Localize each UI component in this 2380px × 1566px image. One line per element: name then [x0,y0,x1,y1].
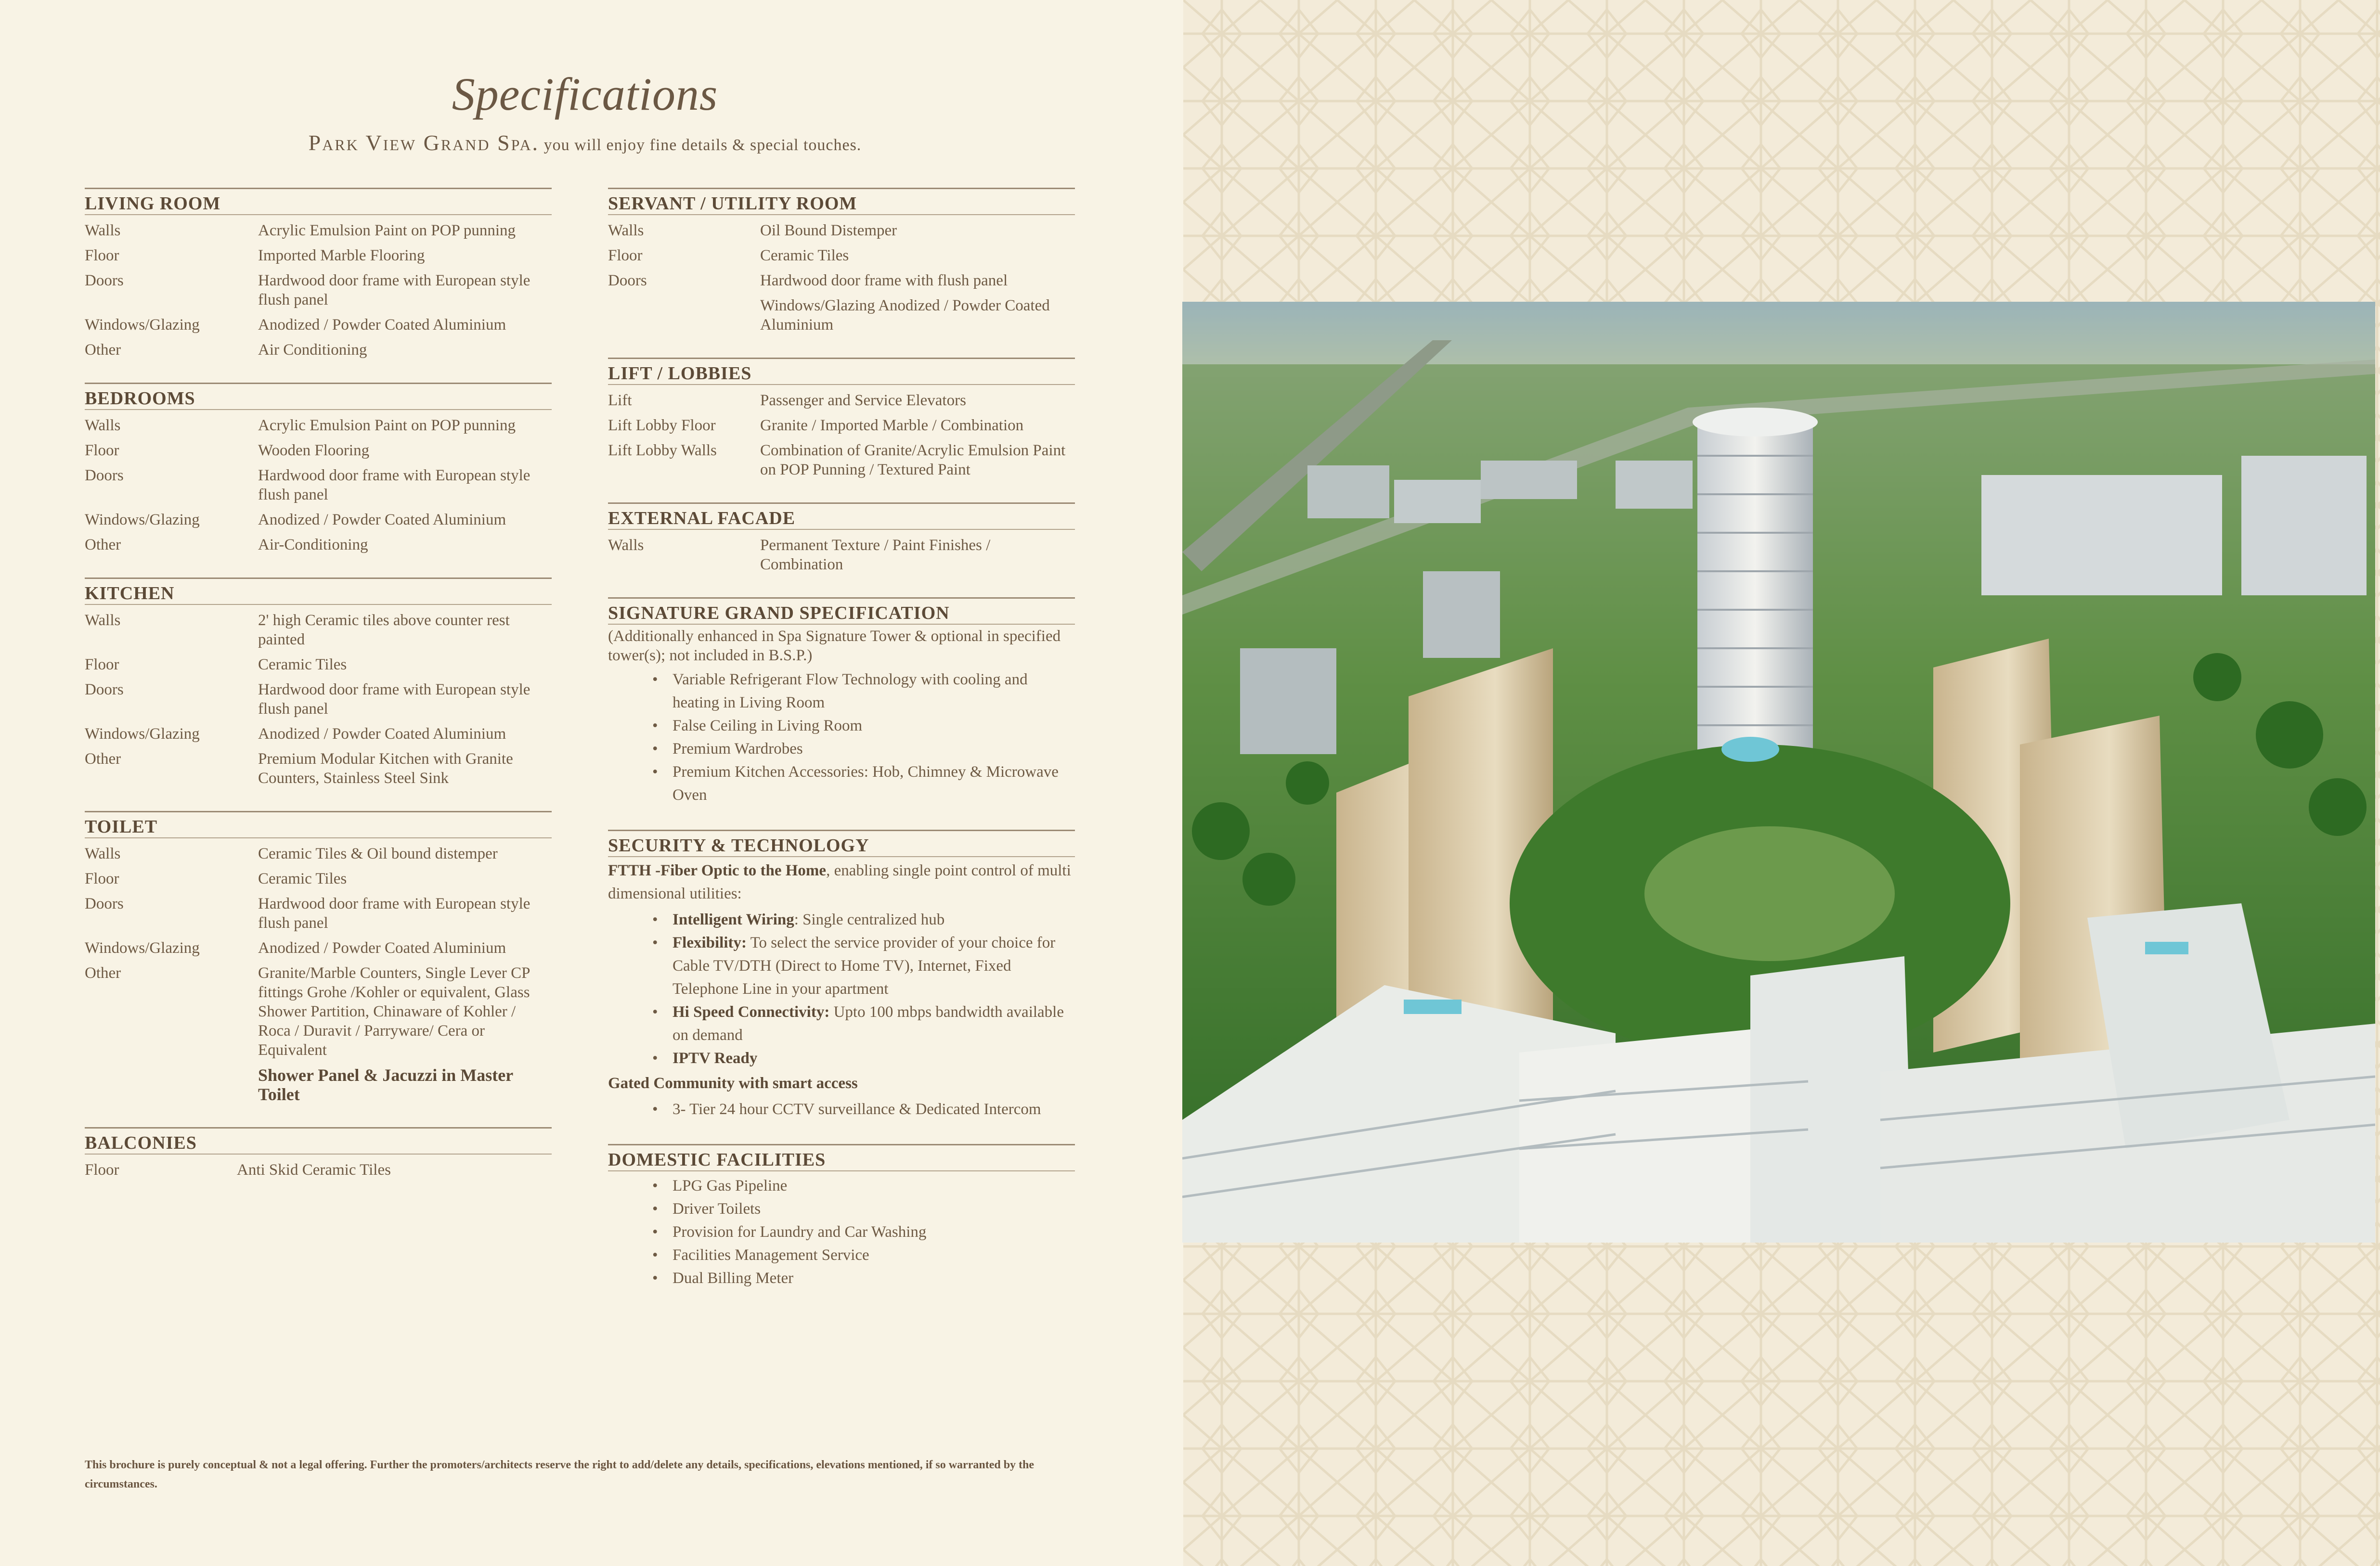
list-item: • Intelligent Wiring: Single centralized hub [673,908,1075,931]
list-item: • Dual Billing Meter [673,1267,1075,1290]
bedrooms-section [85,383,552,554]
spec-row: Floor Wooden Flooring [85,442,370,459]
spec-row: Doors Hardwood door frame with European style flush panel [85,895,530,932]
lift-section [608,358,1075,479]
spec-column-right [608,188,1075,1313]
living-room-section [85,188,552,359]
spec-row: Windows/Glazing Anodized / Powder Coated Aluminium [760,297,1050,334]
spec-row: Windows/Glazing Anodized / Powder Coated Aluminium [85,939,506,957]
facade-section [608,502,1075,574]
domestic-list [608,1174,1075,1290]
spec-row: Walls Acrylic Emulsion Paint on POP punning [85,417,516,434]
domestic-section [608,1144,1075,1290]
list-item: • Premium Kitchen Accessories: Hob, Chimney & Microwave Oven [673,760,1075,807]
spec-row: Doors Hardwood door frame with European style flush panel [85,272,530,308]
balconies-section [85,1127,552,1180]
list-item: • False Ceiling in Living Room [673,714,1075,737]
security-list [608,908,1075,1070]
spec-row: Other Premium Modular Kitchen with Granite Counters, Stainless Steel Sink [85,750,513,787]
spec-row: Walls Acrylic Emulsion Paint on POP punning [85,222,516,239]
list-item: • 3- Tier 24 hour CCTV surveillance & Dedicated Intercom [673,1098,1075,1121]
servant-section [608,188,1075,334]
brand-name: Park View Grand Spa. [308,130,540,155]
section-heading: DOMESTIC FACILITIES [608,1144,1075,1171]
section-heading: SECURITY & TECHNOLOGY [608,830,1075,857]
spec-row: Lift Lobby Walls Combination of Granite/Acrylic Emulsion Paint on POP Punning / Textured Paint [608,442,1066,478]
spec-row: Walls Permanent Texture / Paint Finishes / Combination [608,537,991,573]
spec-column-left [85,188,552,1203]
spec-row-highlight: Shower Panel & Jacuzzi in Master Toilet [258,1065,513,1104]
section-heading: KITCHEN [85,578,552,605]
section-heading: LIFT / LOBBIES [608,358,1075,385]
kitchen-section [85,578,552,788]
spec-row: Lift Lobby Floor Granite / Imported Marble / Combination [608,417,1024,434]
list-item: • Flexibility: To select the service provider of your choice for Cable TV/DTH (Direct to Home TV), Internet, Fixed Telephone Line in your apartment [673,931,1075,1001]
gated-community-heading: Gated Community with smart access [608,1075,858,1092]
spec-row: Lift Passenger and Service Elevators [608,392,966,409]
left-page [0,0,1183,1566]
list-item: • Facilities Management Service [673,1244,1075,1267]
toilet-section [85,811,552,1104]
list-item: • Provision for Laundry and Car Washing [673,1220,1075,1244]
section-heading: SERVANT / UTILITY ROOM [608,188,1075,215]
section-heading: SIGNATURE GRAND SPECIFICATION [608,597,1075,625]
signature-section [608,597,1075,807]
section-heading: BEDROOMS [85,383,552,410]
spec-row: Other Air Conditioning [85,341,367,359]
spec-row: Doors Hardwood door frame with flush panel [608,272,1008,289]
spec-row: Floor Ceramic Tiles [85,870,347,887]
spec-row: Other Granite/Marble Counters, Single Lever CP fittings Grohe /Kohler or equivalent, Glass Shower Partition, Chinaware of Kohler / Roca / Duravit / Parryware/ Cera or Equivalent [85,964,530,1059]
spec-row: Windows/Glazing Anodized / Powder Coated Aluminium [85,511,506,528]
disclaimer: This brochure is purely conceptual & not a legal offering. Further the promoters/architects reserve the right to add/delete any details, specifications, elevations mentioned, if so warranted by the circumstances. [85,1459,1035,1490]
signature-list [608,668,1075,807]
section-heading: EXTERNAL FACADE [608,502,1075,530]
spec-row: Walls 2' high Ceramic tiles above counter rest painted [85,612,510,648]
section-heading: BALCONIES [85,1127,552,1155]
signature-intro: (Additionally enhanced in Spa Signature Tower & optional in specified tower(s); not included in B.S.P.) [608,628,1061,664]
section-heading: LIVING ROOM [85,188,552,215]
tagline: you will enjoy fine details & special touches. [543,136,862,154]
page-subtitle [0,130,1170,155]
list-item: • LPG Gas Pipeline [673,1174,1075,1197]
aerial-render-image [1182,302,2375,1243]
spec-row: Windows/Glazing Anodized / Powder Coated Aluminium [85,316,506,334]
spec-row: Doors Hardwood door frame with European style flush panel [85,467,530,503]
list-item: • IPTV Ready [673,1047,1075,1070]
spec-row: Doors Hardwood door frame with European style flush panel [85,681,530,718]
spec-row: Floor Imported Marble Flooring [85,247,425,264]
list-item: • Hi Speed Connectivity: Upto 100 mbps bandwidth available on demand [673,1001,1075,1047]
list-item: • Driver Toilets [673,1197,1075,1220]
spec-row: Walls Ceramic Tiles & Oil bound distemper [85,845,498,862]
security-section [608,830,1075,1121]
security-intro: FTTH -Fiber Optic to the Home, enabling single point control of multi dimensional utilities: [608,862,1071,902]
list-item: • Premium Wardrobes [673,737,1075,760]
spec-row: Floor Anti Skid Ceramic Tiles [85,1161,391,1179]
spec-row: Walls Oil Bound Distemper [608,222,897,239]
spec-row: Windows/Glazing Anodized / Powder Coated Aluminium [85,725,506,743]
spec-row: Floor Ceramic Tiles [85,656,347,673]
list-item: • Variable Refrigerant Flow Technology with cooling and heating in Living Room [673,668,1075,714]
section-heading: TOILET [85,811,552,838]
spec-row: Other Air-Conditioning [85,536,368,553]
gated-list [608,1098,1075,1121]
page-title: Specifications [452,68,718,120]
spec-row: Floor Ceramic Tiles [608,247,849,264]
